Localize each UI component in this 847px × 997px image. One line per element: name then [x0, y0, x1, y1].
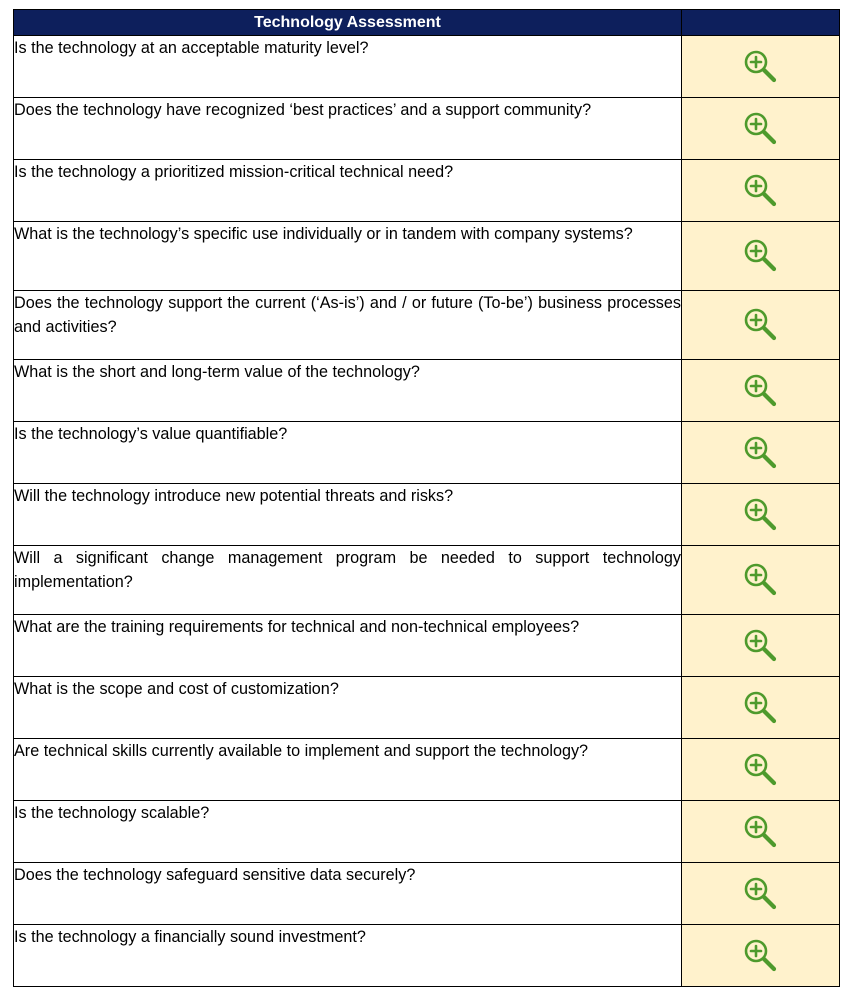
table-row	[14, 677, 840, 739]
zoom-in-button[interactable]	[682, 925, 840, 987]
question-text: Is the technology at an acceptable maturity level?	[14, 36, 682, 98]
zoom-in-icon	[743, 111, 779, 147]
question-text: What is the scope and cost of customization?	[14, 677, 682, 739]
zoom-in-button[interactable]	[682, 801, 840, 863]
question-text: Does the technology safeguard sensitive data securely?	[14, 863, 682, 925]
zoom-in-button[interactable]	[682, 360, 840, 422]
zoom-in-button[interactable]	[682, 863, 840, 925]
header-row	[14, 10, 840, 36]
zoom-in-icon	[743, 173, 779, 209]
question-text: What is the technology’s specific use individually or in tandem with company systems?	[14, 222, 682, 291]
zoom-in-button[interactable]	[682, 222, 840, 291]
question-text: Is the technology a financially sound investment?	[14, 925, 682, 987]
question-text: Is the technology’s value quantifiable?	[14, 422, 682, 484]
zoom-in-icon	[743, 562, 779, 598]
table-title: Technology Assessment	[14, 10, 682, 36]
zoom-in-icon	[743, 497, 779, 533]
question-text: What are the training requirements for technical and non-technical employees?	[14, 615, 682, 677]
zoom-in-button[interactable]	[682, 677, 840, 739]
table-row	[14, 360, 840, 422]
table-row	[14, 615, 840, 677]
header-blank-cell	[682, 10, 840, 36]
question-text: Is the technology scalable?	[14, 801, 682, 863]
zoom-in-icon	[743, 373, 779, 409]
table-row	[14, 739, 840, 801]
zoom-in-button[interactable]	[682, 160, 840, 222]
question-rows	[14, 36, 840, 987]
zoom-in-button[interactable]	[682, 291, 840, 360]
zoom-in-button[interactable]	[682, 98, 840, 160]
table-row	[14, 801, 840, 863]
zoom-in-icon	[743, 814, 779, 850]
zoom-in-button[interactable]	[682, 546, 840, 615]
zoom-in-button[interactable]	[682, 615, 840, 677]
table-row	[14, 291, 840, 360]
zoom-in-button[interactable]	[682, 484, 840, 546]
zoom-in-icon	[743, 49, 779, 85]
question-text: Are technical skills currently available to implement and support the technology?	[14, 739, 682, 801]
table-row	[14, 422, 840, 484]
question-text: Is the technology a prioritized mission-critical technical need?	[14, 160, 682, 222]
zoom-in-button[interactable]	[682, 739, 840, 801]
zoom-in-icon	[743, 690, 779, 726]
question-text: Will the technology introduce new potential threats and risks?	[14, 484, 682, 546]
zoom-in-icon	[743, 752, 779, 788]
technology-assessment-table	[13, 9, 840, 987]
zoom-in-button[interactable]	[682, 36, 840, 98]
zoom-in-icon	[743, 628, 779, 664]
zoom-in-icon	[743, 307, 779, 343]
question-text: Does the technology support the current (‘As-is’) and / or future (To-be’) business processes and activities?	[14, 291, 682, 360]
table-row	[14, 222, 840, 291]
zoom-in-icon	[743, 435, 779, 471]
table-row	[14, 484, 840, 546]
table-row	[14, 546, 840, 615]
table-row	[14, 863, 840, 925]
zoom-in-icon	[743, 938, 779, 974]
zoom-in-icon	[743, 876, 779, 912]
table-row	[14, 160, 840, 222]
table-row	[14, 36, 840, 98]
question-text: Does the technology have recognized ‘best practices’ and a support community?	[14, 98, 682, 160]
question-text: What is the short and long-term value of the technology?	[14, 360, 682, 422]
table-row	[14, 98, 840, 160]
zoom-in-icon	[743, 238, 779, 274]
question-text: Will a significant change management program be needed to support technology implementation?	[14, 546, 682, 615]
table-row	[14, 925, 840, 987]
zoom-in-button[interactable]	[682, 422, 840, 484]
